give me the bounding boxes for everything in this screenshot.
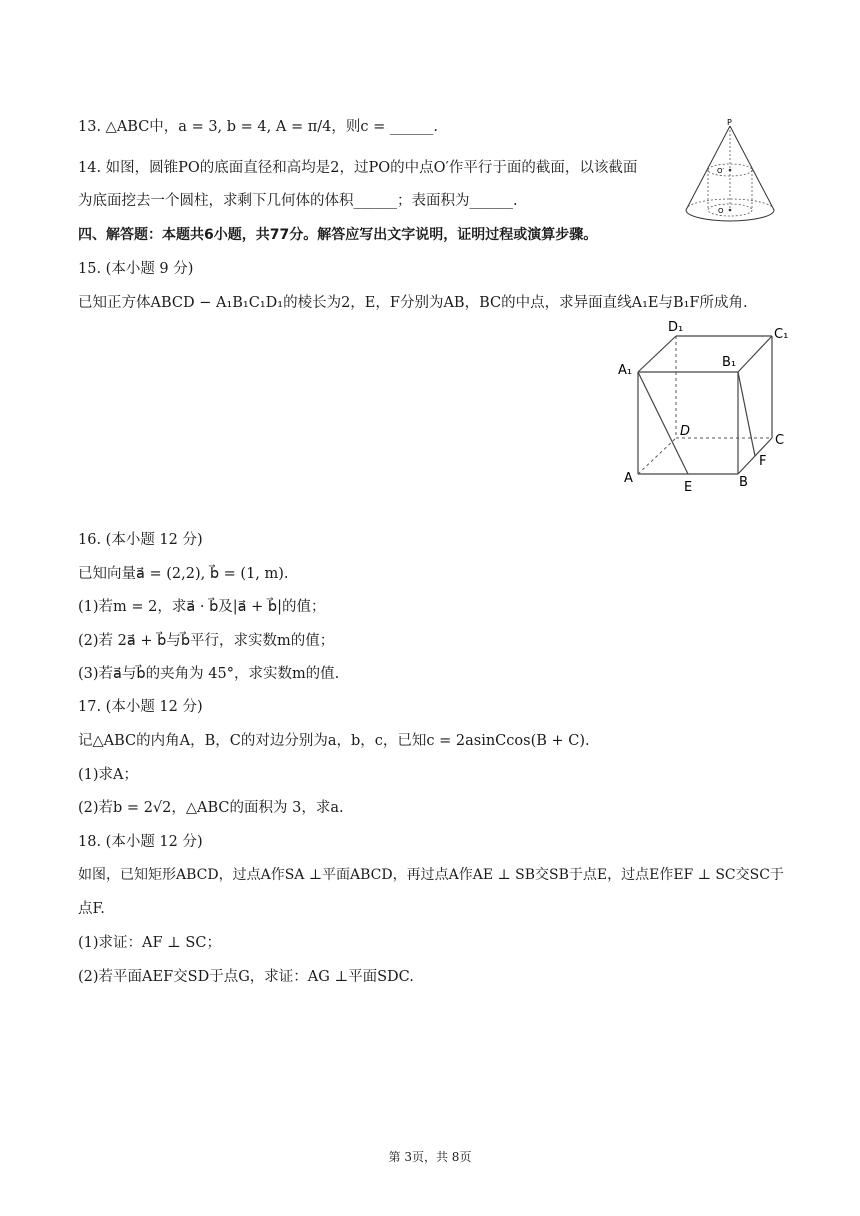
label-d: D — [680, 424, 691, 439]
question-15-text: 已知正方体ABCD − A₁B₁C₁D₁的棱长为2，E，F分别为AB，BC的中点，求异面直线A₁E与B₁F所成角. — [78, 295, 748, 311]
question-18-part-2 — [78, 967, 414, 987]
section-4-heading — [78, 225, 597, 245]
point-o — [729, 209, 732, 212]
question-17-part-2 — [78, 798, 344, 818]
question-16-part-2 — [78, 631, 334, 651]
question-16-line-1 — [78, 564, 289, 584]
question-18-line-2 — [78, 899, 105, 919]
question-18-line-1 — [78, 865, 784, 885]
label-f: F — [759, 454, 767, 469]
question-13 — [78, 117, 438, 137]
edge-a1-d1 — [638, 336, 676, 372]
question-16-header-text: 16. (本小题 12 分) — [78, 532, 203, 548]
cone-base-back — [686, 199, 774, 210]
page-footer — [0, 1148, 860, 1165]
question-18-header-text: 18. (本小题 12 分) — [78, 834, 203, 850]
cone-figure — [680, 118, 780, 230]
question-17-part-2-text: (2)若b = 2√2，△ABC的面积为 3，求a. — [78, 800, 344, 816]
question-14-line-1 — [78, 158, 637, 178]
question-18-part-1 — [78, 933, 221, 953]
edge-b1-c1 — [738, 336, 772, 372]
question-16-part-1 — [78, 597, 326, 617]
question-15-header-text: 15. (本小题 9 分) — [78, 261, 194, 277]
label-b1: B₁ — [722, 355, 737, 370]
question-18-part-1-text: (1)求证：AF ⊥ SC； — [78, 935, 221, 951]
label-c: C — [775, 433, 785, 448]
question-18-part-2-text: (2)若平面AEF交SD于点G，求证：AG ⊥平面SDC. — [78, 969, 414, 985]
cone-base-front — [686, 210, 774, 221]
question-16-part-1-text: (1)若m = 2，求a⃗ · b⃗及|a⃗ + b⃗|的值； — [78, 599, 326, 615]
segment-b1-f — [738, 372, 755, 456]
label-b: B — [739, 475, 748, 490]
label-a: A — [624, 471, 633, 486]
segment-a1-e — [638, 372, 691, 474]
question-18-text-1: 如图，已知矩形ABCD，过点A作SA ⊥平面ABCD，再过点A作AE ⊥ SB交SB于点E，过点E作EF ⊥ SC交SC于 — [78, 867, 784, 883]
question-18-text-2: 点F. — [78, 901, 105, 917]
question-17-header-text: 17. (本小题 12 分) — [78, 699, 203, 715]
page-number: 第 3页，共 8页 — [388, 1150, 472, 1164]
label-o: O — [718, 207, 724, 215]
label-e: E — [684, 480, 693, 495]
question-15-header — [78, 259, 193, 279]
question-16-text: 已知向量a⃗ = (2,2), b⃗ = (1, m). — [78, 566, 289, 582]
question-16-part-3 — [78, 664, 339, 684]
question-17-text: 记△ABC的内角A，B，C的对边分别为a，b，c，已知c = 2asinCcos(B + C). — [78, 733, 590, 749]
question-13-text: 13. △ABC中，a = 3, b = 4, A = π/4，则c = ______. — [78, 119, 438, 135]
question-15-line-1 — [78, 293, 748, 313]
section-4-text: 四、解答题：本题共6小题，共77分。解答应写出文字说明，证明过程或演算步骤。 — [78, 227, 598, 243]
edge-a-d — [638, 438, 676, 474]
label-p: P — [727, 118, 732, 127]
question-14-line-2 — [78, 191, 518, 211]
question-17-header — [78, 697, 203, 717]
question-17-part-1-text: (1)求A； — [78, 767, 139, 783]
question-17-part-1 — [78, 765, 138, 785]
cone-right-edge — [730, 126, 774, 210]
question-18-header — [78, 832, 203, 852]
cube-figure — [612, 316, 797, 496]
question-17-line-1 — [78, 731, 590, 751]
label-a1: A₁ — [618, 363, 633, 378]
point-o-prime — [729, 169, 732, 172]
question-16-header — [78, 530, 203, 550]
question-14-text-1: 14. 如图，圆锥PO的底面直径和高均是2，过PO的中点O′作平行于面的截面，以该截面 — [78, 160, 638, 176]
label-c1: C₁ — [774, 327, 789, 342]
question-16-part-2-text: (2)若 2a⃗ + b⃗与b⃗平行，求实数m的值； — [78, 633, 335, 649]
label-o-prime: O′ — [717, 167, 725, 175]
question-14-text-2: 为底面挖去一个圆柱，求剩下几何体的体积______；表面积为______. — [78, 193, 518, 209]
label-d1: D₁ — [668, 320, 684, 335]
question-16-part-3-text: (3)若a⃗与b⃗的夹角为 45°，求实数m的值. — [78, 666, 340, 682]
